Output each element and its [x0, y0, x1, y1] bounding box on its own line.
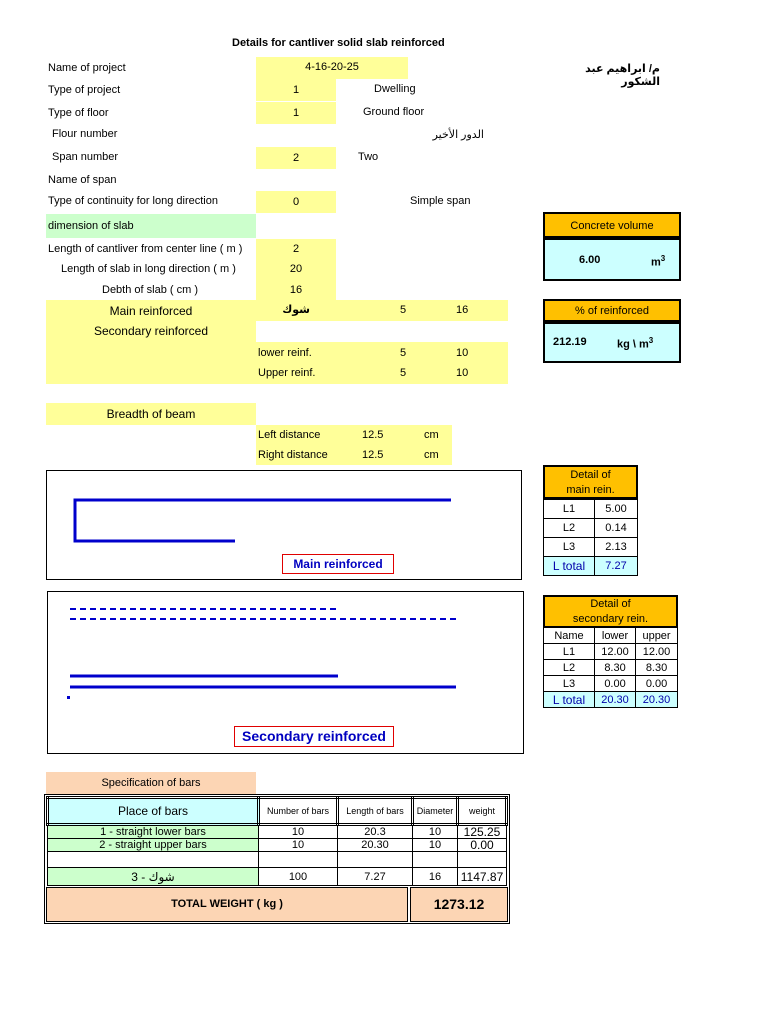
spec-table — [46, 796, 508, 886]
secondary-detail-l3-lower: 0.00 — [595, 676, 636, 692]
percent-reinforced-box — [543, 322, 681, 363]
main-reinforced-arabic: شوك — [282, 304, 310, 316]
floor-type-desc: Ground floor — [363, 106, 425, 118]
table-row — [48, 852, 507, 868]
concrete-volume-unit: $m^3$ — [651, 254, 666, 269]
spec-col-length: Length of bars — [338, 798, 413, 825]
main-detail-title-2: main rein. — [566, 484, 615, 496]
spec-row1-place: 1 - straight lower bars — [48, 825, 259, 839]
upper-reinf-count[interactable]: 5 — [400, 367, 407, 379]
span-number-desc: Two — [358, 151, 379, 163]
secondary-detail-head-upper: upper — [636, 628, 678, 644]
spec-row4-dia: 16 — [413, 868, 458, 886]
spec-row3-dia — [413, 852, 458, 868]
spec-row3-len — [338, 852, 413, 868]
main-reinforced-label: Main reinforced — [109, 304, 193, 318]
main-reinforced-count[interactable]: 5 — [400, 304, 407, 316]
beam-left-value[interactable]: 12.5 — [362, 429, 384, 441]
span-number-label: Span number — [52, 151, 119, 163]
table-row — [544, 628, 678, 644]
table-row — [544, 676, 678, 692]
secondary-reinforced-label: Secondary reinforced — [46, 321, 256, 342]
main-detail-l2-name: L2 — [544, 519, 595, 538]
main-detail-title-1: Detail of — [570, 469, 611, 481]
main-reinforced-dia[interactable]: 16 — [456, 304, 469, 316]
spec-row4-num: 100 — [259, 868, 338, 886]
percent-reinforced-title: % of reinforced — [543, 299, 681, 322]
secondary-detail-title-1: Detail of — [590, 598, 631, 610]
total-weight-label: TOTAL WEIGHT ( kg ) — [46, 887, 408, 922]
table-row — [48, 839, 507, 852]
table-row — [544, 644, 678, 660]
secondary-detail-l3-upper: 0.00 — [636, 676, 678, 692]
lower-reinf-label: lower reinf. — [258, 347, 312, 359]
main-detail-l1-name: L1 — [544, 500, 595, 519]
spec-col-weight: weight — [458, 798, 507, 825]
table-row — [48, 868, 507, 886]
continuity-label: Type of continuity for long direction — [48, 195, 218, 207]
secondary-reinforced-caption: Secondary reinforced — [234, 726, 394, 747]
upper-reinf-dia[interactable]: 10 — [456, 367, 469, 379]
lower-reinf-count[interactable]: 5 — [400, 347, 407, 359]
concrete-volume-title: Concrete volume — [543, 212, 681, 238]
dimension-header: dimension of slab — [46, 214, 256, 238]
secondary-detail-l3-name: L3 — [544, 676, 595, 692]
total-weight-value: 1273.12 — [410, 887, 508, 922]
project-type-desc: Dwelling — [374, 83, 416, 95]
continuity-value[interactable]: 0 — [256, 191, 336, 213]
spec-row3-place — [48, 852, 259, 868]
percent-reinforced-value: 212.19 — [553, 336, 587, 348]
spec-row2-dia: 10 — [413, 839, 458, 852]
lower-upper-left-band — [46, 342, 256, 384]
table-row — [48, 825, 507, 839]
spec-row1-dia: 10 — [413, 825, 458, 839]
concrete-volume-value: 6.00 — [579, 254, 601, 266]
cantliver-length-value[interactable]: 2 — [256, 239, 336, 260]
secondary-detail-title-2: secondary rein. — [572, 613, 649, 625]
concrete-volume-box — [543, 238, 681, 281]
main-reinforced-caption: Main reinforced — [282, 554, 394, 574]
beam-header: Breadth of beam — [46, 403, 256, 425]
secondary-upper-bars — [70, 609, 456, 619]
upper-reinf-label: Upper reinf. — [258, 367, 316, 379]
table-row — [544, 660, 678, 676]
continuity-desc: Simple span — [410, 195, 471, 207]
beam-left-unit: cm — [424, 429, 439, 441]
main-detail-l3-value: 2.13 — [595, 538, 638, 557]
secondary-detail-table — [543, 627, 678, 708]
secondary-detail-l2-name: L2 — [544, 660, 595, 676]
table-row — [544, 500, 638, 519]
span-number-value[interactable]: 2 — [256, 147, 336, 169]
spec-row2-wt: 0.00 — [458, 839, 507, 852]
spec-row4-wt: 1147.87 — [458, 868, 507, 886]
spec-col-diameter: Diameter — [413, 798, 458, 825]
spec-row1-wt: 125.25 — [458, 825, 507, 839]
spec-header: Specification of bars — [46, 772, 256, 794]
secondary-dot — [67, 696, 70, 699]
secondary-detail-total-upper: 20.30 — [636, 692, 678, 708]
span-name-label: Name of span — [48, 174, 117, 186]
secondary-detail-l1-name: L1 — [544, 644, 595, 660]
secondary-detail-total-label: L total — [544, 692, 595, 708]
long-length-value[interactable]: 20 — [256, 259, 336, 280]
spec-col-number: Number of bars — [259, 798, 338, 825]
floor-type-value[interactable]: 1 — [256, 102, 336, 124]
project-name-value[interactable]: 4-16-20-25 — [256, 57, 408, 79]
beam-left-label: Left distance — [258, 429, 321, 441]
floor-type-label: Type of floor — [48, 107, 109, 119]
spec-row2-num: 10 — [259, 839, 338, 852]
long-length-label: Length of slab in long direction ( m ) — [61, 263, 236, 275]
flour-number-label: Flour number — [52, 128, 118, 140]
main-detail-l2-value: 0.14 — [595, 519, 638, 538]
spec-row3-wt — [458, 852, 507, 868]
author-name: م/ ابراهيم عبد الشكور — [585, 63, 660, 88]
spec-row4-len: 7.27 — [338, 868, 413, 886]
page-title: Details for cantliver solid slab reinforced — [232, 37, 445, 49]
main-detail-total-value: 7.27 — [595, 557, 638, 576]
table-row — [48, 798, 507, 825]
flour-number-desc: الدور الأخير — [432, 129, 484, 141]
beam-right-label: Right distance — [258, 449, 328, 461]
main-detail-l3-name: L3 — [544, 538, 595, 557]
project-type-value[interactable]: 1 — [256, 79, 336, 101]
secondary-detail-l2-lower: 8.30 — [595, 660, 636, 676]
secondary-detail-l1-upper: 12.00 — [636, 644, 678, 660]
main-bar-shape — [75, 500, 451, 541]
main-detail-l1-value: 5.00 — [595, 500, 638, 519]
secondary-detail-l1-lower: 12.00 — [595, 644, 636, 660]
main-detail-table — [543, 499, 638, 576]
cantliver-length-label: Length of cantliver from center line ( m ) — [48, 243, 243, 255]
table-row — [544, 692, 678, 708]
secondary-detail-title — [543, 595, 678, 628]
spec-col-place: Place of bars — [48, 798, 259, 825]
spec-row1-num: 10 — [259, 825, 338, 839]
spec-row3-num — [259, 852, 338, 868]
secondary-detail-l2-upper: 8.30 — [636, 660, 678, 676]
spec-row4-place: 3 - شوك — [48, 868, 259, 886]
beam-right-value[interactable]: 12.5 — [362, 449, 384, 461]
table-row — [544, 519, 638, 538]
secondary-detail-total-lower: 20.30 — [595, 692, 636, 708]
depth-label: Debth of slab ( cm ) — [102, 284, 198, 296]
depth-value[interactable]: 16 — [256, 280, 336, 301]
secondary-detail-head-name: Name — [544, 628, 595, 644]
lower-reinf-dia[interactable]: 10 — [456, 347, 469, 359]
spec-row2-len: 20.30 — [338, 839, 413, 852]
project-type-label: Type of project — [48, 84, 121, 96]
project-name-label: Name of project — [48, 62, 126, 74]
main-detail-title — [543, 465, 638, 499]
main-detail-total-label: L total — [544, 557, 595, 576]
beam-right-unit: cm — [424, 449, 439, 461]
percent-reinforced-unit: kg \ $m^3$ — [617, 336, 654, 351]
spec-row1-len: 20.3 — [338, 825, 413, 839]
secondary-detail-head-lower: lower — [595, 628, 636, 644]
secondary-lower-bars — [70, 676, 456, 687]
table-row — [544, 557, 638, 576]
spec-row2-place: 2 - straight upper bars — [48, 839, 259, 852]
table-row — [544, 538, 638, 557]
